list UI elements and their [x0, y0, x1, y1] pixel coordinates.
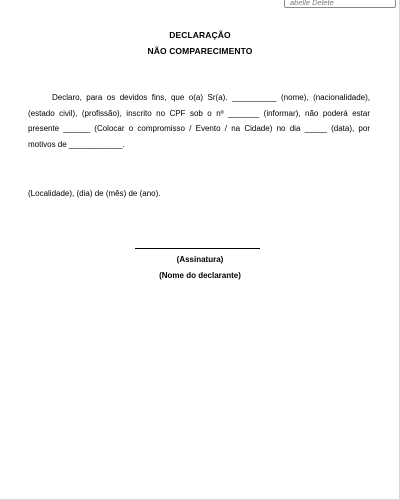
place-date-line: (Localidade), (dia) de (mês) de (ano).: [28, 189, 161, 198]
document-title: DECLARAÇÃO: [169, 30, 231, 40]
declarant-name-label: (Nome do declarante): [159, 271, 241, 280]
declaration-body: Declaro, para os devidos fins, que o(a) Sr(a). __________ (nome), (nacionalidade), (estado civil), (profissão), inscrito no CPF sob o nº _______ (informar), não poderá estar presente ______ (Colocar o compromisso / Evento / na Cidade) no dia _____ (data), por motivos de ____________.: [28, 93, 370, 149]
signature-line: [135, 248, 260, 249]
document-subtitle: NÃO COMPARECIMENTO: [147, 46, 253, 56]
top-field-text: abelle Delete: [290, 0, 334, 7]
signature-label: (Assinatura): [176, 255, 224, 264]
top-field-box[interactable]: [284, 0, 396, 8]
